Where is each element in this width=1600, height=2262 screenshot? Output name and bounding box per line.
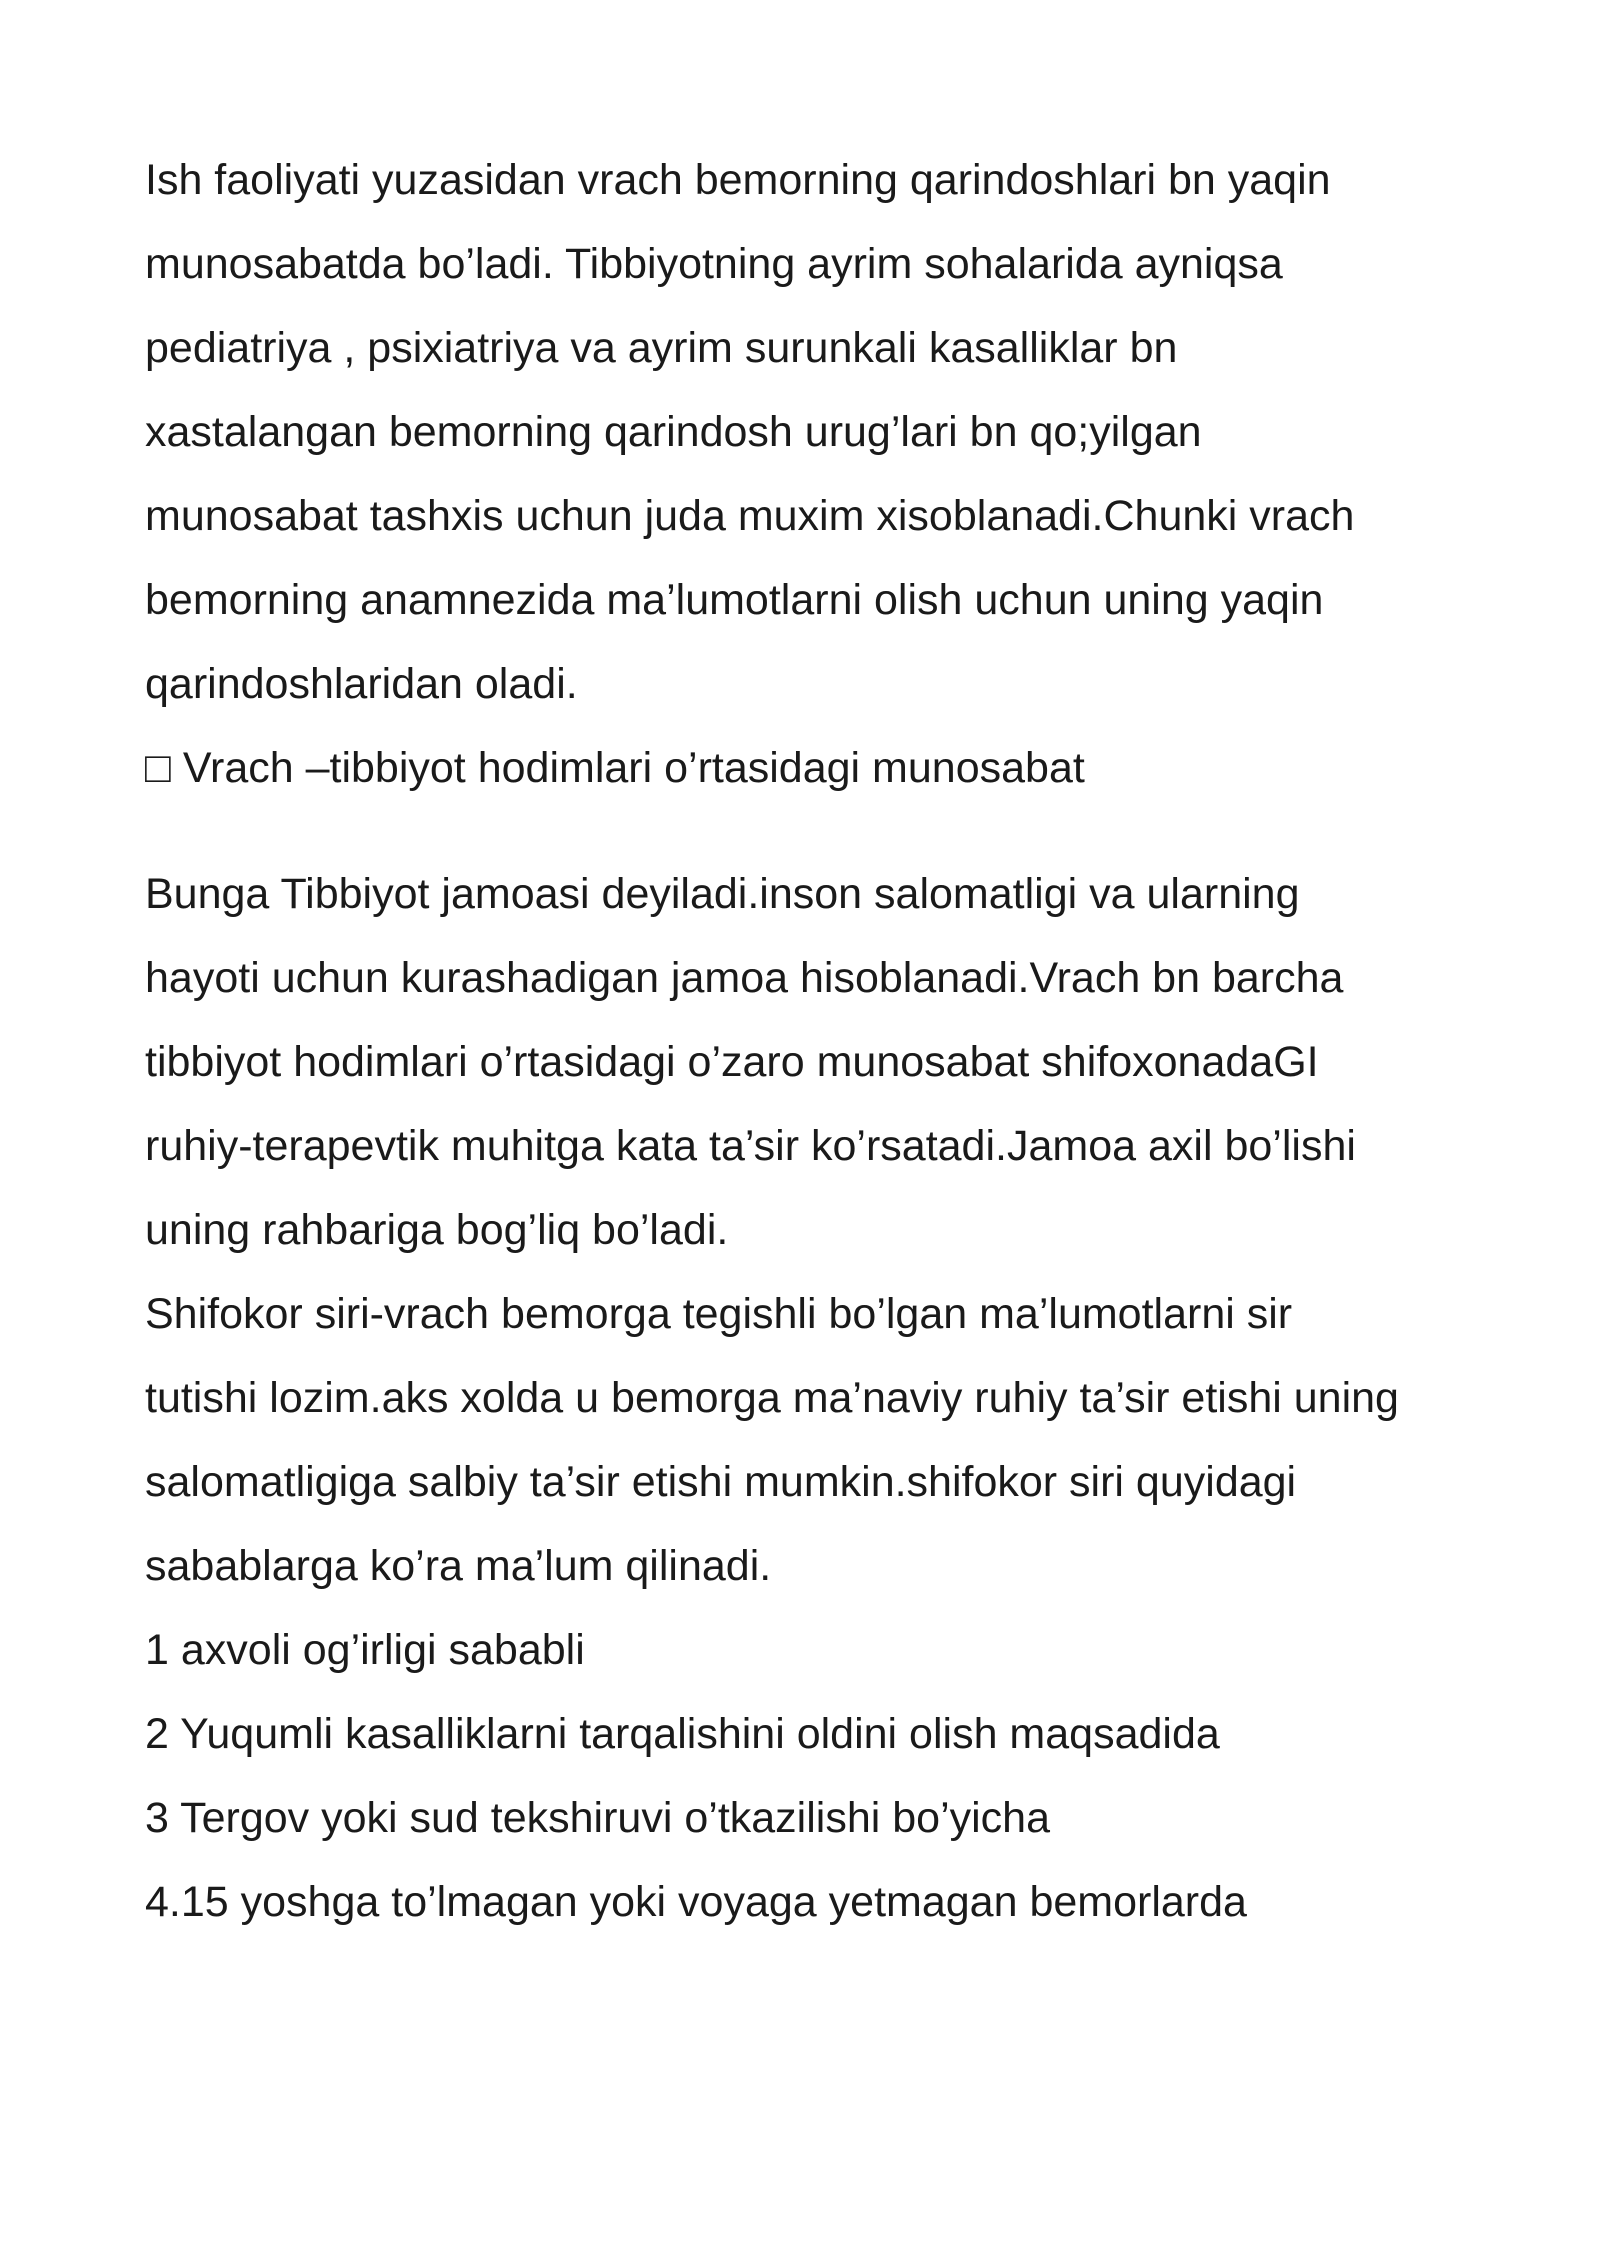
text-line: munosabat tashxis uchun juda muxim xisoblanadi.Chunki vrach [145, 492, 1355, 540]
text-line: salomatligiga salbiy ta’sir etishi mumkin.shifokor siri quyidagi [145, 1458, 1297, 1506]
text-line: Shifokor siri-vrach bemorga tegishli bo’lgan ma’lumotlarni sir [145, 1290, 1293, 1338]
text-line: munosabatda bo’ladi. Tibbiyotning ayrim sohalarida ayniqsa [145, 240, 1283, 288]
paragraph-spacer [145, 810, 1475, 852]
text-line: pediatriya , psixiatriya va ayrim surunkali kasalliklar bn [145, 324, 1178, 372]
text-line: Ish faoliyati yuzasidan vrach bemorning qarindoshlari bn yaqin [145, 156, 1331, 204]
document-body [145, 138, 1475, 1944]
text-line: hayoti uchun kurashadigan jamoa hisoblanadi.Vrach bn barcha [145, 954, 1344, 1002]
text-line: tutishi lozim.aks xolda u bemorga ma’naviy ruhiy ta’sir etishi uning [145, 1374, 1399, 1422]
text-line: Bunga Tibbiyot jamoasi deyiladi.inson salomatligi va ularning [145, 870, 1300, 918]
list-item: 1 axvoli og’irligi sababli [145, 1626, 585, 1674]
text-line: qarindoshlaridan oladi. [145, 660, 578, 708]
text-line: tibbiyot hodimlari o’rtasidagi o’zaro munosabat shifoxonadaGI [145, 1038, 1319, 1086]
section-heading: □ Vrach –tibbiyot hodimlari o’rtasidagi munosabat [145, 744, 1085, 792]
list-item: 2 Yuqumli kasalliklarni tarqalishini oldini olish maqsadida [145, 1710, 1220, 1758]
text-line: ruhiy-terapevtik muhitga kata ta’sir ko’rsatadi.Jamoa axil bo’lishi [145, 1122, 1356, 1170]
text-line: uning rahbariga bog’liq bo’ladi. [145, 1206, 729, 1254]
text-line: xastalangan bemorning qarindosh urug’lari bn qo;yilgan [145, 408, 1202, 456]
text-line: bemorning anamnezida ma’lumotlarni olish uchun uning yaqin [145, 576, 1324, 624]
list-item: 3 Tergov yoki sud tekshiruvi o’tkazilishi bo’yicha [145, 1794, 1051, 1842]
text-line: sabablarga ko’ra ma’lum qilinadi. [145, 1542, 772, 1590]
list-item: 4.15 yoshga to’lmagan yoki voyaga yetmagan bemorlarda [145, 1878, 1247, 1926]
